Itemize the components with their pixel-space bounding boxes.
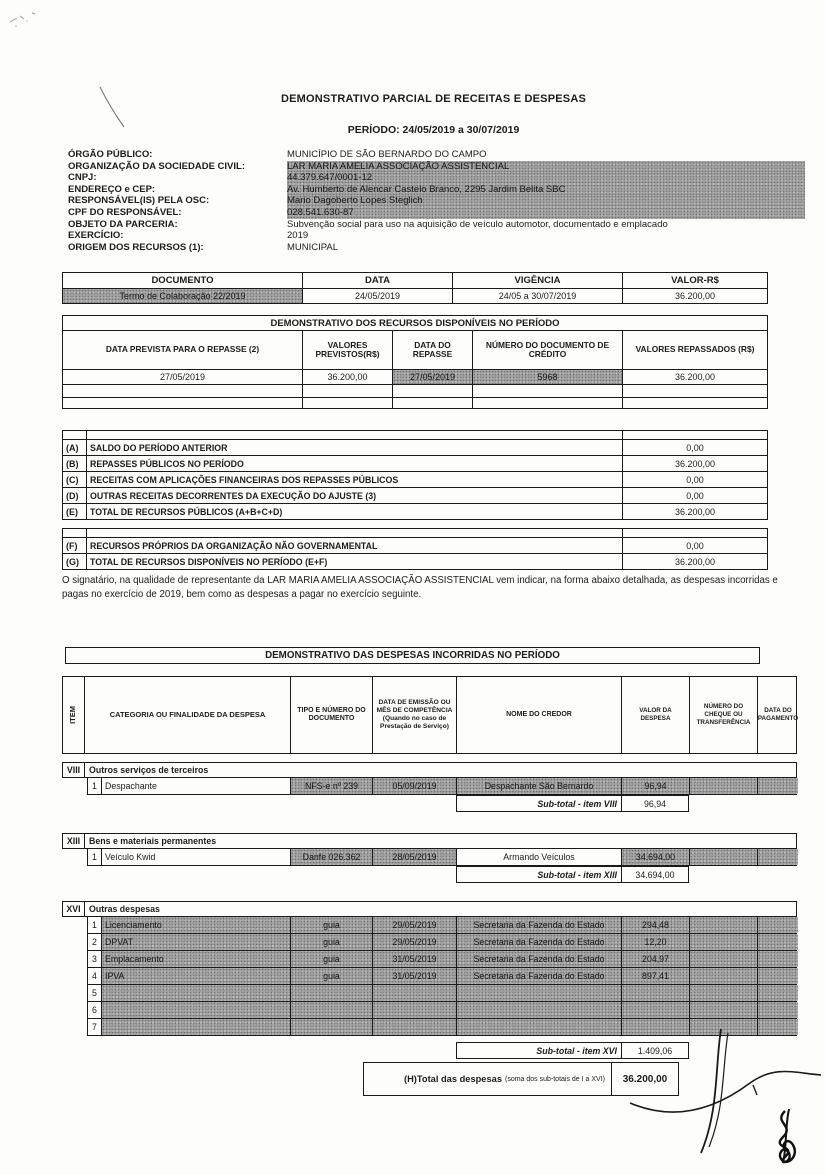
info-row-orgao [68, 149, 805, 161]
col-header-nome-credor: NOME DO CREDOR [457, 677, 622, 753]
resources-table-header [62, 330, 768, 370]
col-header-data-pagamento: DATA DO PAGAMENTO [758, 706, 798, 722]
cell-categoria: Licenciamento [102, 917, 291, 933]
summary-row-g [62, 553, 768, 570]
info-label: ORIGEM DOS RECURSOS (1): [68, 241, 204, 253]
resources-empty-row [62, 397, 768, 409]
cell-valores-previstos: 36.200,00 [303, 370, 393, 384]
cell-categoria: DPVAT [102, 934, 291, 950]
expenses-header-table [62, 676, 797, 754]
cell-data-emissao: 29/05/2019 [373, 917, 457, 933]
cell-valor-despesa: 96,94 [622, 778, 690, 794]
info-row-origem [68, 242, 805, 254]
total-label [364, 1063, 612, 1095]
subtotal-value: 96,94 [643, 798, 666, 809]
summary-table [62, 430, 768, 570]
row-label: RECEITAS COM APLICAÇÕES FINANCEIRAS DOS REPASSES PÚBLICOS [87, 472, 623, 487]
document-period: PERÍODO: 24/05/2019 a 30/07/2019 [347, 124, 520, 136]
cell-item-number: 7 [88, 1019, 102, 1035]
row-label: SALDO DO PERÍODO ANTERIOR [87, 440, 623, 455]
contract-table-header [62, 272, 768, 289]
cell-numero-cheque [690, 778, 758, 794]
row-value: 0,00 [686, 474, 704, 485]
summary-row-b [62, 455, 768, 472]
subtotal-label: Sub-total - item VIII [457, 796, 622, 811]
cell-item-number: 1 [88, 778, 102, 794]
summary-row-d [62, 487, 768, 504]
cell-data-emissao: 29/05/2019 [373, 934, 457, 950]
cell-data-pagamento [758, 917, 798, 933]
cell-nome-credor: Secretaria da Fazenda do Estado [457, 951, 622, 967]
contract-table [62, 272, 768, 304]
cell-item-number: 1 [88, 917, 102, 933]
resources-empty-row [62, 384, 768, 398]
cell-numero-cheque [690, 849, 758, 865]
cell-nome-credor: Secretaria da Fazenda do Estado [457, 934, 622, 950]
row-value: 0,00 [686, 490, 704, 501]
cell-numero-cheque [690, 968, 758, 984]
col-header-numero-cheque: NÚMERO DO CHEQUE OU TRANSFERÊNCIA [690, 677, 758, 753]
cell-categoria: Emplacamento [102, 951, 291, 967]
cell-nome-credor: Armando Veículos [457, 849, 622, 865]
info-label: OBJETO DA PARCERIA: [68, 218, 178, 230]
subtotal-xiii [456, 866, 689, 883]
cell-data-repasse: 27/05/2019 [393, 370, 473, 384]
summary-spacer-row [62, 528, 768, 538]
cell-nome-credor: Secretaria da Fazenda do Estado [457, 968, 622, 984]
info-value-redacted: 44.379.647/0001-12 [287, 172, 805, 184]
info-label: ÓRGÃO PÚBLICO: [68, 149, 153, 160]
cell-data-emissao: 31/05/2019 [373, 951, 457, 967]
subtotal-xvi [456, 1042, 689, 1059]
section-name: Outros serviços de terceiros [89, 765, 209, 775]
resources-title-text: DEMONSTRATIVO DOS RECURSOS DISPONÍVEIS NO PERÍODO [270, 317, 560, 329]
section-xvi [62, 901, 797, 1059]
row-value: 0,00 [686, 442, 704, 453]
subtotal-label: Sub-total - item XIII [457, 867, 622, 882]
row-code: (C) [63, 472, 87, 487]
cell-valor-despesa: 204,97 [622, 951, 690, 967]
section-xvi-row-5 [87, 985, 797, 1002]
document-title: DEMONSTRATIVO PARCIAL DE RECEITAS E DESPESAS [280, 93, 587, 105]
col-header-data-prevista: DATA PREVISTA PARA O REPASSE (2) [63, 331, 303, 369]
section-name: Bens e materiais permanentes [89, 836, 217, 846]
info-label: ORGANIZAÇÃO DA SOCIEDADE CIVIL: [68, 160, 245, 172]
info-value: MUNICIPAL [287, 241, 339, 253]
info-value-redacted: LAR MARIA AMELIA ASSOCIAÇÃO ASSISTENCIAL [287, 161, 805, 173]
cell-item-number: 2 [88, 934, 102, 950]
row-code: (F) [63, 538, 87, 553]
section-roman-numeral: XVI [63, 902, 85, 916]
info-row-organizacao [68, 161, 805, 173]
total-despesas-row [363, 1062, 679, 1096]
contract-table-row [62, 288, 768, 304]
cell-data-emissao: 31/05/2019 [373, 968, 457, 984]
subtotal-value: 1.409,06 [637, 1045, 673, 1056]
expenses-title-band [65, 647, 760, 664]
info-row-objeto [68, 219, 805, 231]
row-code: (D) [63, 488, 87, 503]
cell-item-number: 5 [88, 985, 102, 1001]
info-value: Subvenção social para uso na aquisição de veículo automotor, documentado e emplacado [287, 218, 668, 230]
col-header-data-emissao: DATA DE EMISSÃO OU MÊS DE COMPETÊNCIA (Quando no caso de Prestação de Serviço) [373, 677, 457, 753]
info-row-endereco [68, 184, 805, 196]
cell-tipo-documento: guia [291, 917, 373, 933]
declaration-paragraph: O signatário, na qualidade de representante da LAR MARIA AMELIA ASSOCIAÇÃO ASSISTENCIAL vem indicar, na forma abaixo detalhada, as despesas incorridas e pagas no exercício de 2019, bem como as despesas a pagar no exercício seguinte. [62, 575, 778, 600]
cell-numero-documento: 5968 [473, 370, 623, 384]
cell-item-number: 3 [88, 951, 102, 967]
cell-tipo-documento: guia [291, 951, 373, 967]
section-name: Outras despesas [89, 904, 160, 914]
info-row-cpf [68, 207, 805, 219]
col-header-categoria: CATEGORIA OU FINALIDADE DA DESPESA [85, 677, 291, 753]
total-label-note: (soma dos sub-totais de I a XVI) [505, 1075, 605, 1083]
info-label: CNPJ: [68, 172, 97, 184]
row-label: REPASSES PÚBLICOS NO PERÍODO [87, 456, 623, 471]
cell-data-pagamento [758, 778, 798, 794]
row-code: (B) [63, 456, 87, 471]
summary-row-f [62, 537, 768, 554]
row-value: 36.200,00 [674, 506, 716, 517]
col-header-data-repasse: DATA DO REPASSE [393, 331, 473, 369]
pencil-marks [6, 6, 86, 36]
cell-valor-despesa: 12,20 [622, 934, 690, 950]
expenses-header-row [62, 676, 797, 754]
cell-nome-credor: Secretaria da Fazenda do Estado [457, 917, 622, 933]
section-xiii [62, 833, 797, 883]
col-header-valores-repassados: VALORES REPASSADOS (R$) [635, 344, 755, 355]
info-label: CPF DO RESPONSÁVEL: [68, 206, 182, 218]
info-value: 2019 [287, 230, 309, 242]
total-label-text: (H)Total das despesas [404, 1074, 502, 1084]
cell-vigencia: 24/05 a 30/07/2019 [453, 289, 623, 303]
cell-data-prevista: 27/05/2019 [63, 370, 303, 384]
info-value-redacted: Mario Dagoberto Lopes Steglich [287, 195, 805, 207]
cell-data-pagamento [758, 934, 798, 950]
subtotal-label: Sub-total - item XVI [457, 1043, 622, 1058]
cell-valor-despesa: 294,48 [622, 917, 690, 933]
section-xiii-row-1 [87, 849, 797, 866]
row-label: RECURSOS PRÓPRIOS DA ORGANIZAÇÃO NÃO GOVERNAMENTAL [87, 538, 623, 553]
col-header-valor: VALOR-R$ [671, 275, 719, 286]
cell-numero-cheque [690, 934, 758, 950]
info-row-responsavel [68, 195, 805, 207]
subtotal-value: 34.694,00 [635, 869, 675, 880]
cell-data: 24/05/2019 [303, 289, 453, 303]
col-header-documento: DOCUMENTO [63, 273, 303, 288]
section-xiii-header [62, 833, 797, 849]
info-label: ENDEREÇO e CEP: [68, 183, 156, 195]
row-code: (G) [63, 554, 87, 569]
cell-numero-cheque [690, 917, 758, 933]
section-xvi-row-6 [87, 1002, 797, 1019]
resources-table-row [62, 369, 768, 385]
resources-table-title [62, 315, 768, 331]
info-label: EXERCÍCIO: [68, 230, 124, 242]
col-header-data: DATA [303, 273, 453, 288]
section-viii-row-1 [87, 778, 797, 795]
cell-tipo-documento: NFS-e nº 239 [291, 778, 373, 794]
info-value-redacted: Av. Humberto de Alencar Castelo Branco, 2295 Jardim Belita SBC [287, 184, 805, 196]
section-xvi-row-1 [87, 917, 797, 934]
cell-categoria: Veículo Kwid [102, 849, 291, 865]
cell-valor: 36.200,00 [674, 291, 716, 301]
cell-data-emissao: 05/09/2019 [373, 778, 457, 794]
summary-spacer-row [62, 430, 768, 440]
cell-item-number: 1 [88, 849, 102, 865]
col-header-item: ITEM [63, 677, 85, 753]
section-xvi-row-7 [87, 1019, 797, 1036]
summary-row-a [62, 439, 768, 456]
col-header-valor-despesa: VALOR DA DESPESA [622, 677, 690, 753]
section-roman-numeral: VIII [63, 763, 85, 777]
cell-numero-cheque [690, 951, 758, 967]
info-row-cnpj [68, 172, 805, 184]
section-xvi-header [62, 901, 797, 917]
info-label: RESPONSÁVEL(IS) PELA OSC: [68, 195, 210, 207]
section-viii [62, 762, 797, 812]
cell-data-pagamento [758, 849, 798, 865]
cell-tipo-documento: guia [291, 968, 373, 984]
row-value: 0,00 [686, 540, 704, 551]
total-value: 36.200,00 [622, 1073, 668, 1085]
cell-tipo-documento: guia [291, 934, 373, 950]
col-header-vigencia: VIGÊNCIA [453, 273, 623, 288]
cell-categoria: IPVA [102, 968, 291, 984]
cell-nome-credor: Despachante São Bernardo [457, 778, 622, 794]
header-info-block [68, 149, 805, 253]
summary-row-c [62, 471, 768, 488]
info-row-exercicio [68, 230, 805, 242]
section-xvi-row-3 [87, 951, 797, 968]
resources-table [62, 315, 768, 409]
section-roman-numeral: XIII [63, 834, 85, 848]
info-value-redacted: 028.541.630-87 [287, 207, 805, 219]
cell-item-number: 4 [88, 968, 102, 984]
row-label: TOTAL DE RECURSOS PÚBLICOS (A+B+C+D) [87, 504, 623, 519]
section-xvi-row-4 [87, 968, 797, 985]
cell-data-emissao: 28/05/2019 [373, 849, 457, 865]
row-code: (A) [63, 440, 87, 455]
row-value: 36.200,00 [674, 556, 716, 567]
col-header-numero-documento: NÚMERO DO DOCUMENTO DE CRÉDITO [473, 331, 623, 369]
row-label: OUTRAS RECEITAS DECORRENTES DA EXECUÇÃO DO AJUSTE (3) [87, 488, 623, 503]
summary-row-e [62, 503, 768, 520]
cell-data-pagamento [758, 951, 798, 967]
cell-documento: Termo de Colaboração 22/2019 [63, 289, 303, 303]
cell-data-pagamento [758, 968, 798, 984]
info-value: MUNICÍPIO DE SÃO BERNARDO DO CAMPO [287, 149, 487, 160]
cell-item-number: 6 [88, 1002, 102, 1018]
cell-tipo-documento: Danfe 026.362 [291, 849, 373, 865]
cell-valor-despesa: 897,41 [622, 968, 690, 984]
col-header-valores-previstos: VALORES PREVISTOS(R$) [303, 331, 393, 369]
expenses-title-text: DEMONSTRATIVO DAS DESPESAS INCORRIDAS NO PERÍODO [265, 650, 560, 661]
cell-valores-repassados: 36.200,00 [674, 372, 716, 382]
cell-valor-despesa: 34.694,00 [622, 849, 690, 865]
row-label: TOTAL DE RECURSOS DISPONÍVEIS NO PERÍODO (E+F) [87, 554, 623, 569]
row-code: (E) [63, 504, 87, 519]
signature-flourish [755, 1105, 815, 1170]
row-value: 36.200,00 [674, 458, 716, 469]
section-viii-header [62, 762, 797, 778]
subtotal-viii [456, 795, 689, 812]
col-header-tipo-numero: TIPO E NÚMERO DO DOCUMENTO [291, 677, 373, 753]
section-xvi-row-2 [87, 934, 797, 951]
cell-categoria: Despachante [102, 778, 291, 794]
